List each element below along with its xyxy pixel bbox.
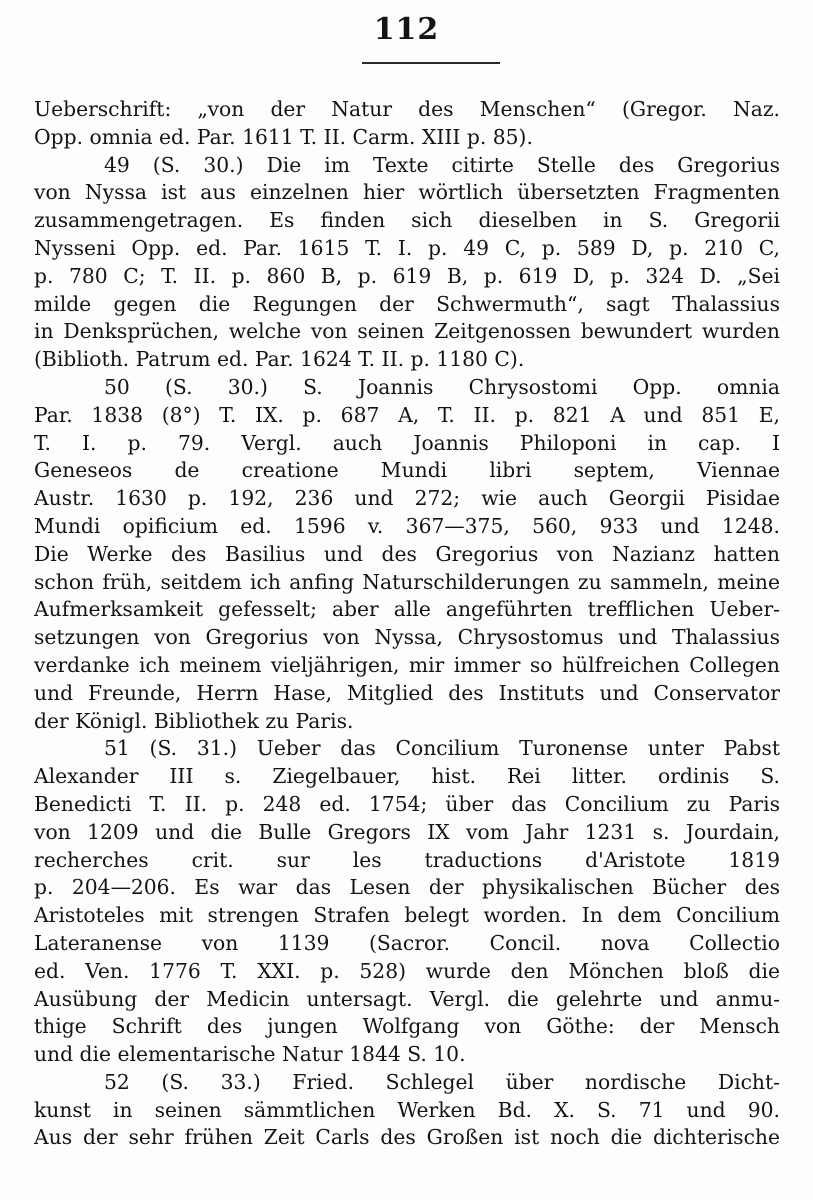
header-rule [362, 62, 500, 64]
text-line: schon früh, seitdem ich anfing Naturschilderungen zu sammeln, meine [34, 569, 780, 594]
text-line: (Biblioth. Patrum ed. Par. 1624 T. II. p. 1180 C). [34, 347, 525, 372]
text-line: ed. Ven. 1776 T. XXI. p. 528) wurde den Mönchen bloß die [34, 958, 780, 983]
text-line: p. 780 C; T. II. p. 860 B, p. 619 B, p. 619 D, p. 324 D. „Sei [34, 263, 780, 288]
text-line: T. I. p. 79. Vergl. auch Joannis Philoponi in cap. I [34, 430, 780, 455]
text-line: Opp. omnia ed. Par. 1611 T. II. Carm. XIII p. 85). [34, 124, 533, 149]
text-line: Par. 1838 (8°) T. IX. p. 687 A, T. II. p. 821 A und 851 E, [34, 402, 780, 427]
text-line: Lateranense von 1139 (Sacror. Concil. nova Collectio [34, 930, 780, 955]
text-line: Aus der sehr frühen Zeit Carls des Großen ist noch die dichterische [34, 1125, 780, 1150]
text-line: verdanke ich meinem vieljährigen, mir immer so hülfreichen Collegen [34, 652, 780, 677]
text-line: 51 (S. 31.) Ueber das Concilium Turonense unter Pabst [104, 736, 780, 761]
text-line: von 1209 und die Bulle Gregors IX vom Jahr 1231 s. Jourdain, [34, 819, 780, 844]
text-line: Ueberschrift: „von der Natur des Menschen“ (Gregor. Naz. [34, 97, 780, 121]
text-line: Austr. 1630 p. 192, 236 und 272; wie auch Georgii Pisidae [34, 486, 780, 511]
text-line: 49 (S. 30.) Die im Texte citirte Stelle des Gregorius [104, 152, 780, 177]
text-line: setzungen von Gregorius von Nyssa, Chrysostomus und Thalassius [34, 625, 780, 650]
text-line: kunst in seinen sämmtlichen Werken Bd. X. S. 71 und 90. [34, 1097, 780, 1122]
text-line: Nysseni Opp. ed. Par. 1615 T. I. p. 49 C, p. 589 D, p. 210 C, [34, 235, 780, 260]
footnotes-body [34, 96, 780, 1152]
text-line: 52 (S. 33.) Fried. Schlegel über nordische Dicht- [104, 1069, 780, 1094]
text-line: 50 (S. 30.) S. Joannis Chrysostomi Opp. omnia [104, 374, 780, 399]
text-line: Benedicti T. II. p. 248 ed. 1754; über das Concilium zu Paris [34, 791, 780, 816]
text-line: und Freunde, Herrn Hase, Mitglied des Instituts und Conservator [34, 680, 780, 705]
text-line: in Denksprüchen, welche von seinen Zeitgenossen bewundert wurden [34, 319, 780, 344]
text-line: Mundi opificium ed. 1596 v. 367—375, 560, 933 und 1248. [34, 513, 780, 538]
text-line: Die Werke des Basilius und des Gregorius von Nazianz hatten [34, 541, 780, 566]
text-line: milde gegen die Regungen der Schwermuth“, sagt Thalassius [34, 291, 780, 316]
text-line: p. 204—206. Es war das Lesen der physikalischen Bücher des [34, 875, 780, 900]
text-line: Aufmerksamkeit gefesselt; aber alle angeführten trefflichen Ueber- [34, 597, 780, 622]
text-line: thige Schrift des jungen Wolfgang von Göthe: der Mensch [34, 1014, 780, 1039]
text-line: der Königl. Bibliothek zu Paris. [34, 708, 354, 733]
text-line: und die elementarische Natur 1844 S. 10. [34, 1042, 466, 1067]
text-line: von Nyssa ist aus einzelnen hier wörtlich übersetzten Fragmenten [34, 180, 780, 205]
text-line: recherches crit. sur les traductions d'Aristote 1819 [34, 847, 780, 872]
text-line: Alexander III s. Ziegelbauer, hist. Rei litter. ordinis S. [34, 764, 780, 789]
text-line: Aristoteles mit strengen Strafen belegt worden. In dem Concilium [34, 903, 780, 928]
text-line: Geneseos de creatione Mundi libri septem, Viennae [34, 458, 780, 483]
page-number: 112 [373, 12, 440, 47]
text-line: zusammengetragen. Es finden sich dieselben in S. Gregorii [34, 208, 780, 233]
text-line: Ausübung der Medicin untersagt. Vergl. die gelehrte und anmu- [34, 986, 780, 1011]
